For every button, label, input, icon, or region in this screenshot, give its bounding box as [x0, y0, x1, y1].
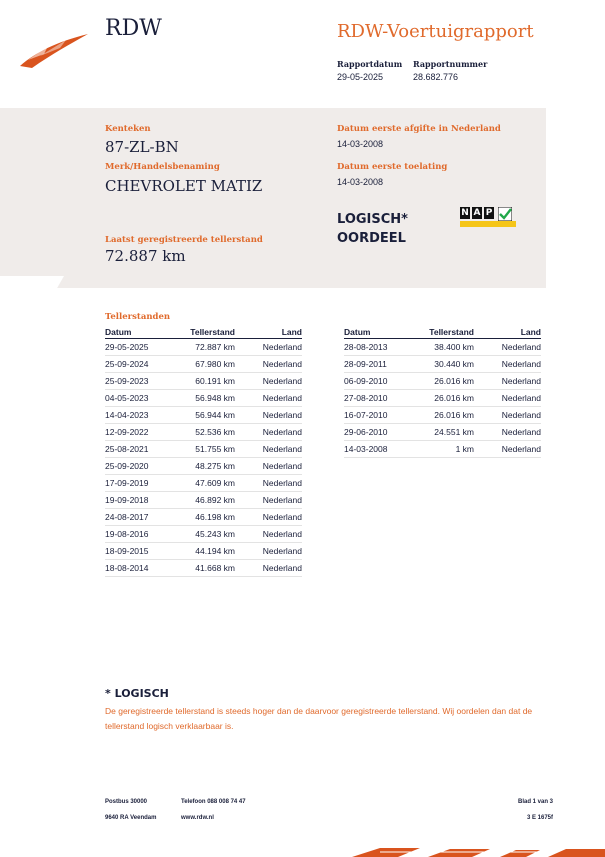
reading-date: 28-08-2013	[344, 339, 416, 356]
reading-date: 19-08-2016	[105, 526, 177, 543]
reading-country: Nederland	[235, 492, 302, 509]
nap-bar	[460, 221, 516, 227]
reading-date: 14-04-2023	[105, 407, 177, 424]
table-row	[105, 543, 302, 560]
reading-odometer: 41.668 km	[177, 560, 235, 577]
reading-odometer: 48.275 km	[177, 458, 235, 475]
table-row	[344, 441, 541, 458]
reading-odometer: 26.016 km	[416, 373, 474, 390]
table-row	[105, 373, 302, 390]
reading-date: 25-08-2021	[105, 441, 177, 458]
reading-odometer: 72.887 km	[177, 339, 235, 356]
header-country: Land	[474, 326, 541, 339]
reading-date: 19-09-2018	[105, 492, 177, 509]
header-odometer: Tellerstand	[177, 326, 235, 339]
header-odometer: Tellerstand	[416, 326, 474, 339]
reading-odometer: 1 km	[416, 441, 474, 458]
reading-country: Nederland	[474, 356, 541, 373]
first-issue-nl-date: 14-03-2008	[337, 139, 384, 149]
reading-odometer: 45.243 km	[177, 526, 235, 543]
reading-date: 04-05-2023	[105, 390, 177, 407]
reading-odometer: 38.400 km	[416, 339, 474, 356]
reading-odometer: 51.755 km	[177, 441, 235, 458]
table-row	[105, 509, 302, 526]
table-header-row	[344, 326, 541, 339]
reading-country: Nederland	[474, 407, 541, 424]
first-issue-nl-label: Datum eerste afgifte in Nederland	[337, 124, 501, 134]
reading-country: Nederland	[474, 390, 541, 407]
reading-date: 18-09-2015	[105, 543, 177, 560]
reading-odometer: 56.944 km	[177, 407, 235, 424]
table-row	[344, 390, 541, 407]
footer-website[interactable]: www.rdw.nl	[181, 815, 214, 821]
table-row	[344, 424, 541, 441]
report-number-label: Rapportnummer	[413, 59, 488, 69]
reading-odometer: 24.551 km	[416, 424, 474, 441]
reading-country: Nederland	[474, 441, 541, 458]
reading-country: Nederland	[474, 424, 541, 441]
verdict-line-1: LOGISCH*	[337, 212, 408, 227]
note-title: * LOGISCH	[105, 687, 169, 700]
brand-name: RDW	[105, 16, 162, 41]
reading-country: Nederland	[235, 458, 302, 475]
header-date: Datum	[105, 326, 177, 339]
readings-table-right	[344, 326, 541, 458]
table-row	[105, 441, 302, 458]
reading-odometer: 67.980 km	[177, 356, 235, 373]
reading-odometer: 30.440 km	[416, 356, 474, 373]
table-row	[105, 356, 302, 373]
report-date: 29-05-2025	[337, 72, 384, 82]
note-text: De geregistreerde tellerstand is steeds hoger dan de daarvoor geregistreerde tellerstand. Wij oordelen dan dat de tellerstand logisch verklaarbaar is.	[105, 706, 533, 731]
reading-odometer: 26.016 km	[416, 407, 474, 424]
readings-table-left	[105, 326, 302, 577]
verdict-line-2: OORDEEL	[337, 231, 406, 246]
reading-country: Nederland	[235, 441, 302, 458]
table-row	[105, 407, 302, 424]
rdw-logo-icon	[18, 30, 90, 70]
checkmark-icon	[498, 207, 512, 221]
table-row	[105, 339, 302, 356]
decorative-stripes	[340, 840, 605, 857]
last-odometer: 72.887 km	[105, 247, 186, 265]
odometer-label: Laatst geregistreerde tellerstand	[105, 235, 263, 245]
table-row	[105, 526, 302, 543]
table-row	[105, 424, 302, 441]
table-row	[344, 373, 541, 390]
vehicle-make: CHEVROLET MATIZ	[105, 177, 263, 195]
footer-city: 9640 RA Veendam	[105, 815, 157, 821]
table-header-row	[105, 326, 302, 339]
report-number: 28.682.776	[413, 72, 459, 82]
reading-country: Nederland	[235, 424, 302, 441]
table-row	[344, 339, 541, 356]
table-row	[105, 390, 302, 407]
reading-country: Nederland	[235, 509, 302, 526]
reading-date: 25-09-2024	[105, 356, 177, 373]
reading-date: 28-09-2011	[344, 356, 416, 373]
reading-date: 06-09-2010	[344, 373, 416, 390]
header-country: Land	[235, 326, 302, 339]
footer-document-code: 3 E 1675f	[526, 815, 553, 821]
table-row	[344, 407, 541, 424]
reading-country: Nederland	[235, 543, 302, 560]
footer-phone: Telefoon 088 008 74 47	[181, 799, 246, 805]
reading-odometer: 44.194 km	[177, 543, 235, 560]
reading-date: 29-06-2010	[344, 424, 416, 441]
reading-odometer: 52.536 km	[177, 424, 235, 441]
reading-date: 25-09-2020	[105, 458, 177, 475]
table-row	[105, 560, 302, 577]
reading-country: Nederland	[474, 339, 541, 356]
reading-date: 27-08-2010	[344, 390, 416, 407]
reading-date: 17-09-2019	[105, 475, 177, 492]
reading-date: 24-08-2017	[105, 509, 177, 526]
verdict	[337, 210, 408, 248]
reading-date: 12-09-2022	[105, 424, 177, 441]
reading-country: Nederland	[235, 390, 302, 407]
nap-letter: P	[485, 208, 493, 218]
table-row	[105, 492, 302, 509]
reading-country: Nederland	[235, 356, 302, 373]
reading-odometer: 46.892 km	[177, 492, 235, 509]
table-row	[344, 356, 541, 373]
reading-date: 14-03-2008	[344, 441, 416, 458]
report-date-label: Rapportdatum	[337, 59, 403, 69]
reading-country: Nederland	[474, 373, 541, 390]
nap-logo	[460, 207, 516, 229]
reading-country: Nederland	[235, 373, 302, 390]
plate-label: Kenteken	[105, 124, 151, 134]
panel-corner-notch	[0, 276, 64, 290]
reading-country: Nederland	[235, 560, 302, 577]
reading-date: 18-08-2014	[105, 560, 177, 577]
table-row	[105, 458, 302, 475]
reading-date: 29-05-2025	[105, 339, 177, 356]
first-admission-label: Datum eerste toelating	[337, 162, 448, 172]
license-plate: 87-ZL-BN	[105, 138, 179, 156]
footer-page-number: Blad 1 van 3	[517, 799, 553, 805]
reading-country: Nederland	[235, 475, 302, 492]
reading-country: Nederland	[235, 339, 302, 356]
reading-country: Nederland	[235, 407, 302, 424]
readings-title: Tellerstanden	[105, 312, 171, 322]
reading-date: 25-09-2023	[105, 373, 177, 390]
first-admission-date: 14-03-2008	[337, 177, 384, 187]
table-row	[105, 475, 302, 492]
nap-letter: N	[461, 208, 469, 218]
header-date: Datum	[344, 326, 416, 339]
nap-letter: A	[473, 208, 481, 218]
report-title: RDW-Voertuigrapport	[337, 21, 534, 42]
vehicle-info-panel	[0, 108, 546, 288]
reading-odometer: 60.191 km	[177, 373, 235, 390]
reading-odometer: 56.948 km	[177, 390, 235, 407]
reading-odometer: 46.198 km	[177, 509, 235, 526]
make-label: Merk/Handelsbenaming	[105, 162, 220, 172]
footer-postbus: Postbus 30000	[105, 799, 148, 805]
reading-odometer: 26.016 km	[416, 390, 474, 407]
reading-odometer: 47.609 km	[177, 475, 235, 492]
reading-date: 16-07-2010	[344, 407, 416, 424]
reading-country: Nederland	[235, 526, 302, 543]
